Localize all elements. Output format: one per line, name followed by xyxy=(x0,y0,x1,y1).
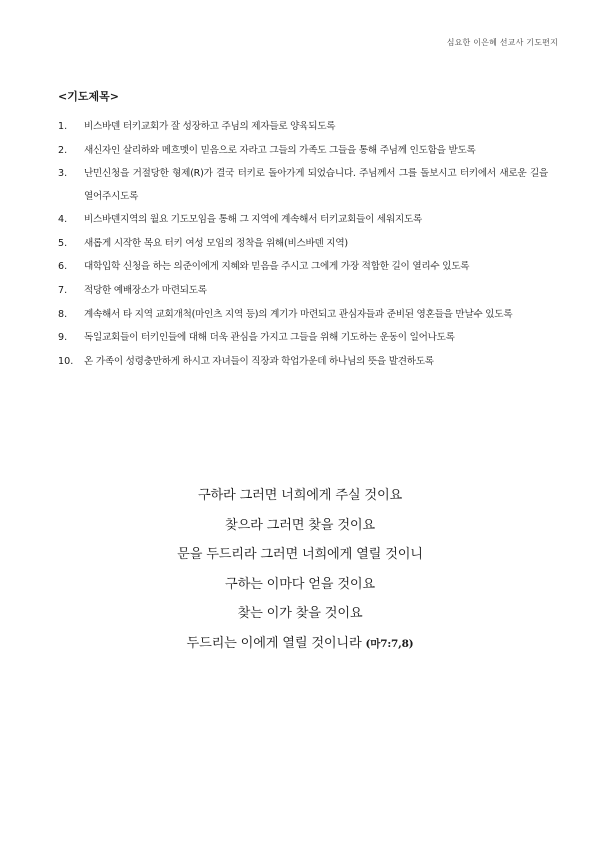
prayer-item xyxy=(58,214,548,226)
prayer-text: 적당한 예배장소가 마련되도록 xyxy=(84,284,207,296)
prayer-item xyxy=(58,145,548,157)
prayer-section-title: <기도제목> xyxy=(58,90,119,103)
prayer-item xyxy=(58,332,548,344)
prayer-number: 8. xyxy=(58,308,68,320)
prayer-number: 5. xyxy=(58,237,68,249)
prayer-text: 난민신청을 거절당한 형제(R)가 결국 터키로 돌아가게 되었습니다. 주님께서 그를 돌보시고 터키에서 새로운 길을 열어주시도록 xyxy=(84,168,548,202)
verse-line-last xyxy=(0,629,600,660)
prayer-list xyxy=(58,121,548,379)
prayer-number: 9. xyxy=(58,332,68,344)
prayer-number: 7. xyxy=(58,284,68,296)
prayer-text: 온 가족이 성령충만하게 하시고 자녀들이 직장과 학업가운데 하나님의 뜻을 발견하도록 xyxy=(84,355,434,367)
prayer-text: 비스바덴 터키교회가 잘 성장하고 주님의 제자들로 양육되도록 xyxy=(84,121,336,132)
prayer-item xyxy=(58,309,548,327)
prayer-number: 2. xyxy=(58,144,68,156)
prayer-text: 비스바덴지역의 월요 기도모임을 통해 그 지역에 계속해서 터키교회들이 세워지도록 xyxy=(84,214,423,226)
prayer-text: 새신자인 살리하와 메흐멧이 믿음으로 자라고 그들의 가족도 그들을 통해 주님께 인도함을 받도록 xyxy=(84,144,476,156)
prayer-text: 새롭게 시작한 목요 터키 여성 모임의 정착을 위해(비스바덴 지역) xyxy=(84,237,348,249)
prayer-item xyxy=(58,261,548,273)
verse-line: 구하는 이마다 얻을 것이요 xyxy=(225,576,375,592)
prayer-item xyxy=(58,356,548,368)
prayer-item xyxy=(58,238,548,250)
bible-verse xyxy=(0,481,600,660)
verse-line: 찾는 이가 찾을 것이요 xyxy=(237,606,363,622)
verse-line: 문을 두드리라 그러면 너희에게 열릴 것이니 xyxy=(177,547,423,563)
prayer-number: 6. xyxy=(58,261,68,273)
prayer-item xyxy=(58,121,548,133)
verse-line: 구하라 그러면 너희에게 주실 것이요 xyxy=(197,488,403,503)
prayer-number: 1. xyxy=(58,121,68,132)
verse-reference: (마7:7,8) xyxy=(365,637,414,650)
prayer-text: 계속해서 타 지역 교회개척(마인츠 지역 등)의 계기가 마련되고 관심자들과 준비된 영혼들을 만날수 있도록 xyxy=(84,308,513,320)
prayer-item xyxy=(58,285,548,297)
prayer-item xyxy=(58,168,548,208)
prayer-text: 독일교회들이 터키인들에 대해 더욱 관심을 가지고 그들을 위해 기도하는 운동이 일어나도록 xyxy=(84,332,455,344)
letter-header-title: 심요한 이은혜 선교사 기도편지 xyxy=(446,38,558,47)
prayer-number: 10. xyxy=(58,355,74,367)
verse-line-text: 두드리는 이에게 열릴 것이니라 xyxy=(186,635,366,651)
prayer-number: 4. xyxy=(58,214,68,226)
prayer-text: 대학입학 신청을 하는 의준이에게 지혜와 믿음을 주시고 그에게 가장 적합한 길이 열리수 있도록 xyxy=(84,261,470,273)
verse-line: 찾으라 그러면 찾을 것이요 xyxy=(225,517,375,533)
prayer-number: 3. xyxy=(58,168,68,180)
